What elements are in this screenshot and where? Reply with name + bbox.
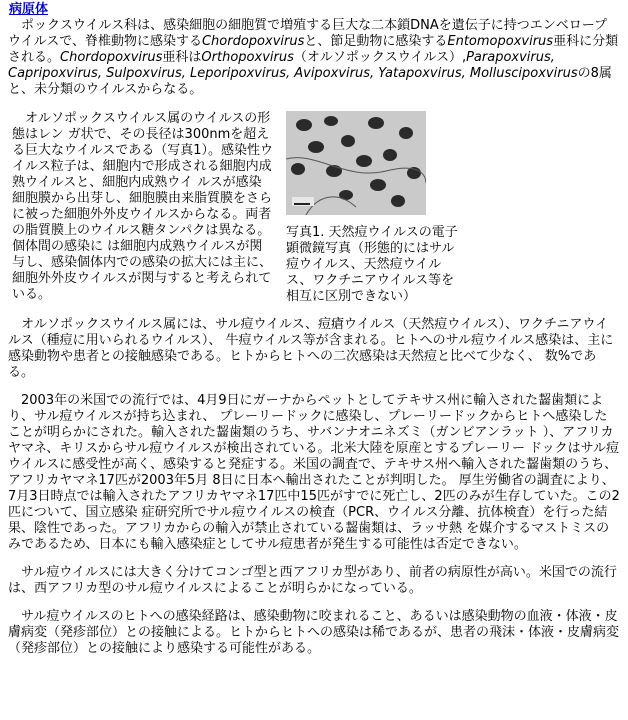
genus-list: Parapoxvirus, Capripoxvirus, Sulpoxvirus, Leporipoxvirus, Avipoxvirus, Yatapoxvirus, Molluscipoxvirus — [8, 50, 578, 81]
figure-caption: 写真1. 天然痘ウイルスの電子顕微鏡写真（形態的にはサル痘ウイルス、天然痘ウイルス、ワクチニアウイルス等を相互に区別できない） — [286, 225, 458, 304]
paragraph-morphology: オルソポックスウイルス属のウイルスの形態はレン ガ状で、その長径は300nmを超える巨大なウイルスである（写真1）。感染性ウイルス粒子は、細胞内で形成される細胞内成熟ウイルスと、細胞内成熟ウイ ルスが感染細胞膜から出芽し、細胞膜由来脂質膜をさらに被った細胞外外皮ウイルスからなる。両者の脂質膜上のウイルス糖タンパクは異なる。個体間の感染に は細胞内成熟ウイルスが関与し、感染個体内での感染の拡大には主に、細胞外外皮ウイルスが関与すると考えられている。 — [12, 111, 273, 302]
figure-section — [8, 111, 620, 305]
electron-micrograph-image — [286, 111, 426, 215]
text-run: 亜科に分類される。 — [8, 34, 619, 65]
paragraph-transmission: サル痘ウイルスのヒトへの感染経路は、感染動物に咬まれること、あるいは感染動物の血液・体液・皮膚病変（発疹部位）との接触による。ヒトからヒトへの感染は稀であるが、患者の飛沫・体液・皮膚病変（発疹部位）との接触により感染する可能性がある。 — [8, 609, 620, 656]
micrograph-drawing — [286, 111, 426, 215]
genus-name: Entomopoxvirus — [447, 34, 554, 49]
section-heading-link[interactable]: 病原体 — [9, 2, 49, 17]
genus-name: Orthopoxvirus — [201, 50, 294, 65]
text-run: と、節足動物に感染する — [304, 34, 448, 49]
paragraph-clades: サル痘ウイルスには大きく分けてコンゴ型と西アフリカ型があり、前者の病原性が高い。米国での流行は、西アフリカ型のサル痘ウイルスによることが明らかになっている。 — [8, 565, 617, 596]
text-run: （オルソポックスウイルス）, — [293, 50, 467, 65]
figure-side-text — [8, 111, 274, 303]
text-run: 亜科は — [162, 50, 202, 65]
figure-box — [286, 111, 458, 305]
paragraph-poxviridae — [8, 18, 620, 98]
genus-name: Chordopoxvirus — [60, 50, 163, 65]
paragraph-orthopox-members: オルソポックスウイルス属には、サル痘ウイルス、痘瘡ウイルス（天然痘ウイルス）、ワクチニアウイルス（種痘に用いられるウイルス）、 牛痘ウイルス等が含まれる。ヒトへのサル痘ウイルス感染は、主に感染動物や患者との接触感染である。ヒトからヒトへの二次感染は天然痘と比べて少なく、 数%である。 — [8, 317, 614, 380]
text-run: の8属と、未分類のウイルスからなる。 — [8, 66, 612, 97]
genus-name: Chordopoxvirus — [201, 34, 305, 49]
text-run: ポックスウイルス科は、感染細胞の細胞質で増殖する巨大な二本鎖DNAを遺伝子に持つエンベロープウイルスで、脊椎動物に感染する — [8, 18, 608, 49]
paragraph-2003-us-outbreak: 2003年の米国での流行では、4月9日にガーナからペットとしてテキサス州に輸入された齧歯類により、サル痘ウイルスが持ち込まれ、 プレーリードックに感染し、プレーリードックからヒトへ感染したことが明らかにされた。輸入された齧歯類のうち、サバンナオニネズミ（ガンビアンラット ）、アフリカヤマネ、キリスからサル痘ウイルスが検出されている。北米大陸を原産とするプレーリー ドックはサル痘ウイルスに感受性が高く、感染すると発症する。米国の調査で、テキサス州へ輸入された齧歯類のうち、アフリカヤマネ17匹が2003年5月 8日に日本へ輸出されたことが判明した。 厚生労働省の調査により、7月3日時点では輸入されたアフリカヤマネ17匹中15匹がすでに死亡し、2匹のみが生存していた。この2匹について、国立感染 症研究所でサル痘ウイルスの検査（PCR、ウイルス分離、抗体検査）を行った結果、陰性であった。アフリカからの輸入が禁止されている齧歯類は、ラッサ熱 を媒介するマストミスのみであるため、日本にも輸入感染症としてサル痘患者が発生する可能性は否定できない。 — [8, 393, 620, 552]
